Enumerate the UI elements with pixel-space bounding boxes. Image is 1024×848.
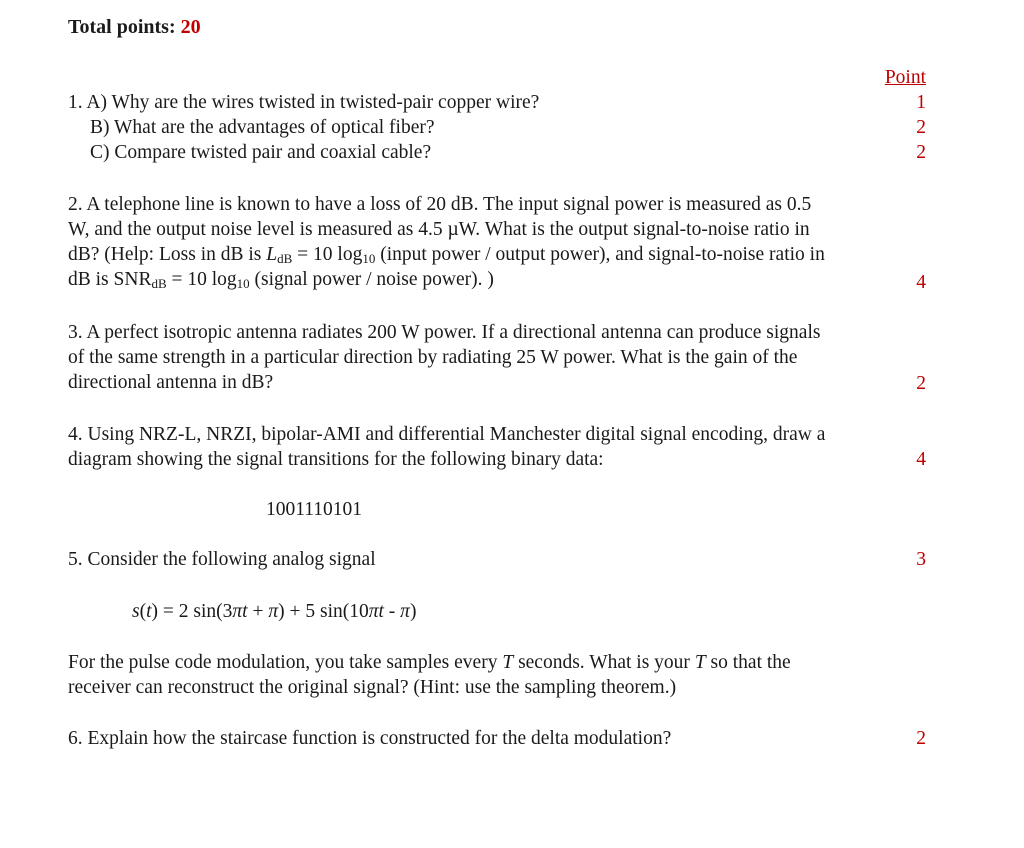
total-points-label: Total points: [68, 16, 176, 38]
q3-line-3: directional antenna in dB? [68, 372, 274, 393]
q4-line-2: diagram showing the signal transitions for the following binary data: [68, 449, 604, 470]
q3-line-1: 3. A perfect isotropic antenna radiates 200 W power. If a directional antenna can produce signals [68, 322, 821, 343]
q2-line-3: dB? (Help: Loss in dB is $L_{dB} = 10$ $\log_{10}$ (input power / output power), and signal-to-noise ratio in [68, 244, 825, 266]
q1-b-points: 2 [916, 117, 926, 138]
q3-line-2: of the same strength in a particular direction by radiating 25 W power. What is the gain of the [68, 347, 798, 368]
q5-line-3: For the pulse code modulation, you take samples every T seconds. What is your T so that the [68, 652, 791, 673]
q6-points: 2 [916, 728, 926, 749]
q4-binary-data: 1001110101 [266, 499, 363, 520]
q2-points: 4 [916, 272, 926, 293]
q4-line-1: 4. Using NRZ-L, NRZI, bipolar-AMI and differential Manchester digital signal encoding, draw a [68, 424, 826, 445]
q2-line-2: W, and the output noise level is measured as 4.5 µW. What is the output signal-to-noise ratio in [68, 219, 810, 240]
q1-part-a: 1. A) Why are the wires twisted in twisted-pair copper wire? [68, 92, 540, 113]
q4-points: 4 [916, 449, 926, 470]
q1-a-points: 1 [916, 92, 926, 113]
q5-points: 3 [916, 549, 926, 570]
q5-line-1: 5. Consider the following analog signal [68, 549, 376, 570]
q1-c-points: 2 [916, 142, 926, 163]
question-1 [68, 90, 928, 165]
q2-line-4: dB is $SNR_{dB} = 10$ $\log_{10}$ (signal power / noise power). ) [68, 269, 494, 291]
q1-part-c: C) Compare twisted pair and coaxial cable? [90, 142, 432, 163]
q5-body [68, 650, 928, 700]
total-points-value: 20 [180, 16, 201, 38]
total-points-heading [68, 16, 201, 39]
question-4 [68, 422, 928, 472]
q6-line-1: 6. Explain how the staircase function is constructed for the delta modulation? [68, 728, 672, 749]
point-column-header: Point [884, 67, 926, 88]
question-3 [68, 320, 928, 395]
q1-part-b: B) What are the advantages of optical fiber? [90, 117, 435, 138]
q5-formula: s(t) = 2 sin(3πt + π) + 5 sin(10πt - π) [132, 601, 417, 622]
q5-line-4: receiver can reconstruct the original signal? (Hint: use the sampling theorem.) [68, 677, 677, 698]
q3-points: 2 [916, 373, 926, 394]
question-2 [68, 192, 928, 292]
q2-line-1: 2. A telephone line is known to have a loss of 20 dB. The input signal power is measured as 0.5 [68, 194, 812, 215]
